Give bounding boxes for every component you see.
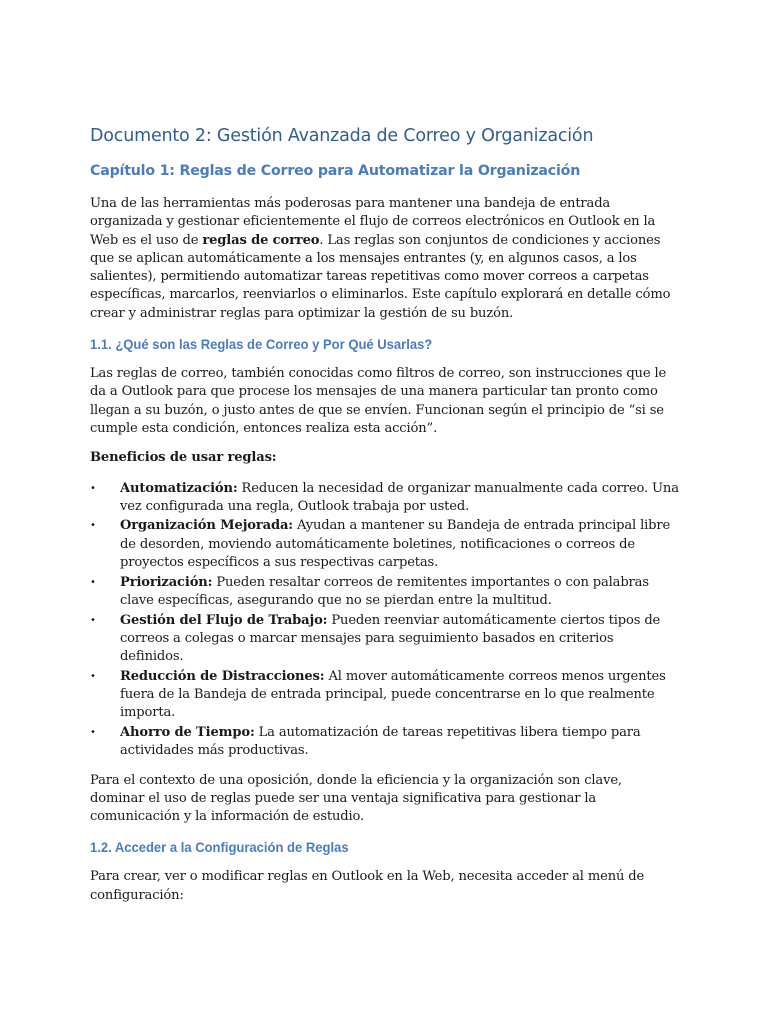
bullet-icon: • — [90, 520, 96, 532]
list-item — [90, 574, 680, 611]
chapter-title: Capítulo 1: Reglas de Correo para Automatizar la Organización — [90, 163, 581, 179]
bullet-icon: • — [90, 576, 96, 588]
section-1-1-paragraph: Las reglas de correo, también conocidas como filtros de correo, son instrucciones que le da a Outlook para que procese los mensajes de una manera particular tan pronto como llegan a su buzón, o justo antes de que se envíen. Funcionan según el principio de “si se cumple esta condición, entonces realiza esta acción”. — [90, 366, 667, 436]
document-title: Documento 2: Gestión Avanzada de Correo y Organización — [90, 126, 594, 146]
list-item — [90, 668, 680, 723]
intro-paragraph — [90, 195, 680, 323]
list-item — [90, 480, 680, 517]
benefit-text: Pueden resaltar correos de remitentes importantes o con palabras clave específicas, asegurando que no se pierdan entre la multitud. — [120, 574, 649, 608]
benefits-list — [90, 480, 680, 761]
section-1-2-paragraph: Para crear, ver o modificar reglas en Outlook en la Web, necesita acceder al menú de configuración: — [90, 869, 645, 903]
benefit-text: Ayudan a mantener su Bandeja de entrada principal libre de desorden, moviendo automáticamente boletines, notificaciones o correos de proyectos específicos a sus respectivas carpetas. — [120, 518, 671, 571]
closing-paragraph: Para el contexto de una oposición, donde la eficiencia y la organización son clave, dominar el uso de reglas puede ser una ventaja significativa para gestionar la comunicación y la información de estudio. — [90, 772, 622, 825]
benefit-term: Automatización: — [120, 480, 238, 496]
benefit-term: Organización Mejorada: — [120, 518, 293, 534]
bullet-icon: • — [90, 482, 96, 494]
document-page — [90, 122, 680, 916]
list-item — [90, 724, 680, 761]
list-item — [90, 612, 680, 667]
benefit-text: La automatización de tareas repetitivas libera tiempo para actividades más productivas. — [120, 724, 641, 759]
benefit-term: Priorización: — [120, 574, 213, 590]
list-item — [90, 517, 680, 572]
benefit-term: Gestión del Flujo de Trabajo: — [120, 612, 328, 628]
benefit-text: Reducen la necesidad de organizar manualmente cada correo. Una vez configurada una regla, Outlook trabaja por usted. — [120, 480, 679, 514]
section-1-2-title: 1.2. Acceder a la Configuración de Reglas — [90, 839, 349, 856]
intro-text-end: . Las reglas son conjuntos de condiciones y acciones que se aplican automáticamente a los mensajes entrantes (y, en algunos casos, a los salientes), permitiendo automatizar tareas repetitivas como mover correos a carpetas específicas, marcarlos, reenviarlos o eliminarlos. Este capítulo explorará en detalle cómo crear y administrar reglas para optimizar la gestión de su buzón. — [90, 232, 671, 321]
benefit-text: Pueden reenviar automáticamente ciertos tipos de correos a colegas o marcar mensajes para seguimiento basados en criterios definidos. — [120, 612, 661, 665]
benefits-heading: Beneficios de usar reglas: — [90, 450, 277, 466]
benefit-term: Reducción de Distracciones: — [120, 668, 325, 684]
benefit-term: Ahorro de Tiempo: — [120, 724, 255, 740]
intro-text-start: Una de las herramientas más poderosas para mantener una bandeja de entrada organizada y gestionar eficientemente el flujo de correos electrónicos en Outlook en la Web es el uso de — [90, 196, 656, 248]
bullet-icon: • — [90, 726, 96, 738]
bullet-icon: • — [90, 670, 96, 682]
benefit-text: Al mover automáticamente correos menos urgentes fuera de la Bandeja de entrada principal, puede concentrarse en lo que realmente importa. — [120, 668, 666, 721]
section-1-1-title: 1.1. ¿Qué son las Reglas de Correo y Por Qué Usarlas? — [90, 336, 433, 353]
intro-bold-term: reglas de correo — [202, 232, 320, 248]
bullet-icon: • — [90, 614, 96, 626]
